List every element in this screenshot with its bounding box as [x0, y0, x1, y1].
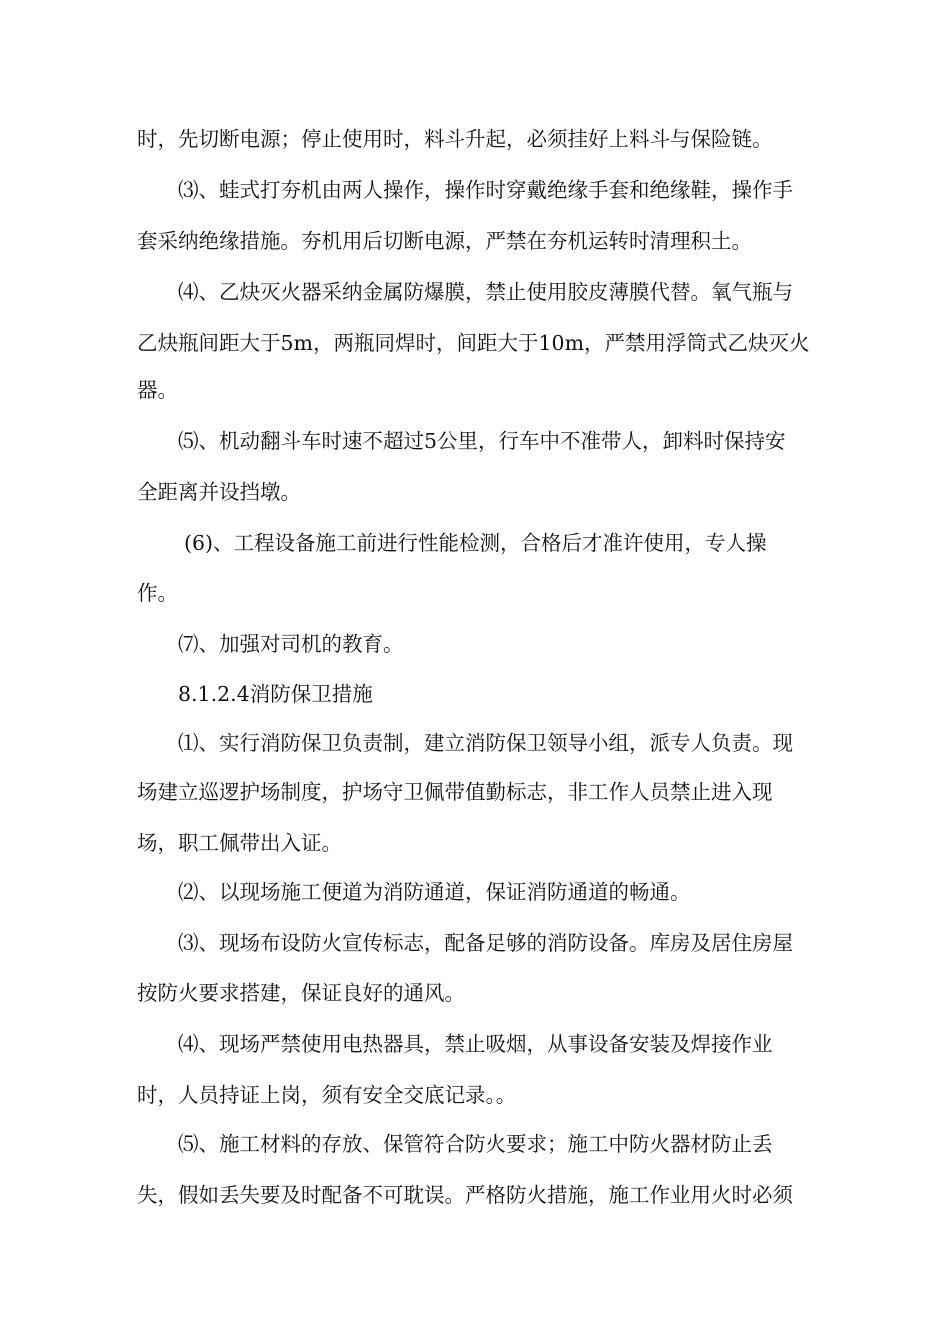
- text-line: 套采纳绝缘措施。夯机用后切断电源，严禁在夯机运转时清理积土。: [137, 229, 752, 253]
- text-line: (6)、工程设备施工前进行性能检测，合格后才准许使用，专人操: [184, 531, 767, 555]
- text-line: 按防火要求搭建，保证良好的通风。: [137, 981, 465, 1005]
- text-line: 乙炔瓶间距大于5m，两瓶同焊时，间距大于10m，严禁用浮筒式乙炔灭火: [137, 331, 810, 355]
- text-line: 器。: [137, 378, 178, 402]
- text-line: 场建立巡逻护场制度，护场守卫佩带值勤标志，非工作人员禁止进入现: [137, 780, 773, 804]
- text-line: ⑸、施工材料的存放、保管符合防火要求；施工中防火器材防止丢: [178, 1132, 773, 1156]
- text-line: ⑸、机动翻斗车时速不超过5公里，行车中不准带人，卸料时保持安: [178, 429, 786, 453]
- text-line: 时，先切断电源；停止使用时，料斗升起，必须挂好上料斗与保险链。: [137, 127, 773, 151]
- text-line: ⑵、以现场施工便道为消防通道，保证消防通道的畅通。: [178, 880, 691, 904]
- text-line: 作。: [137, 581, 178, 605]
- section-heading: 8.1.2.4消防保卫措施: [178, 682, 373, 706]
- text-line: 场，职工佩带出入证。: [137, 831, 342, 855]
- text-line: 全距离并设挡墩。: [137, 480, 301, 504]
- text-line: ⑷、现场严禁使用电热器具，禁止吸烟，从事设备安装及焊接作业: [178, 1032, 773, 1056]
- text-line: 失，假如丢失要及时配备不可耽误。严格防火措施，施工作业用火时必须: [137, 1183, 793, 1207]
- text-line: ⑶、蛙式打夯机由两人操作，操作时穿戴绝缘手套和绝缘鞋，操作手: [178, 178, 793, 202]
- text-line: ⑷、乙炔灭火器采纳金属防爆膜，禁止使用胶皮薄膜代替。氧气瓶与: [178, 280, 793, 304]
- text-line: ⑴、实行消防保卫负责制，建立消防保卫领导小组，派专人负责。现: [178, 731, 793, 755]
- text-line: 时，人员持证上岗，须有安全交底记录。。: [137, 1083, 517, 1107]
- text-line: ⑶、现场布设防火宣传标志，配备足够的消防设备。库房及居住房屋: [178, 931, 793, 955]
- text-line: ⑺、加强对司机的教育。: [178, 632, 404, 656]
